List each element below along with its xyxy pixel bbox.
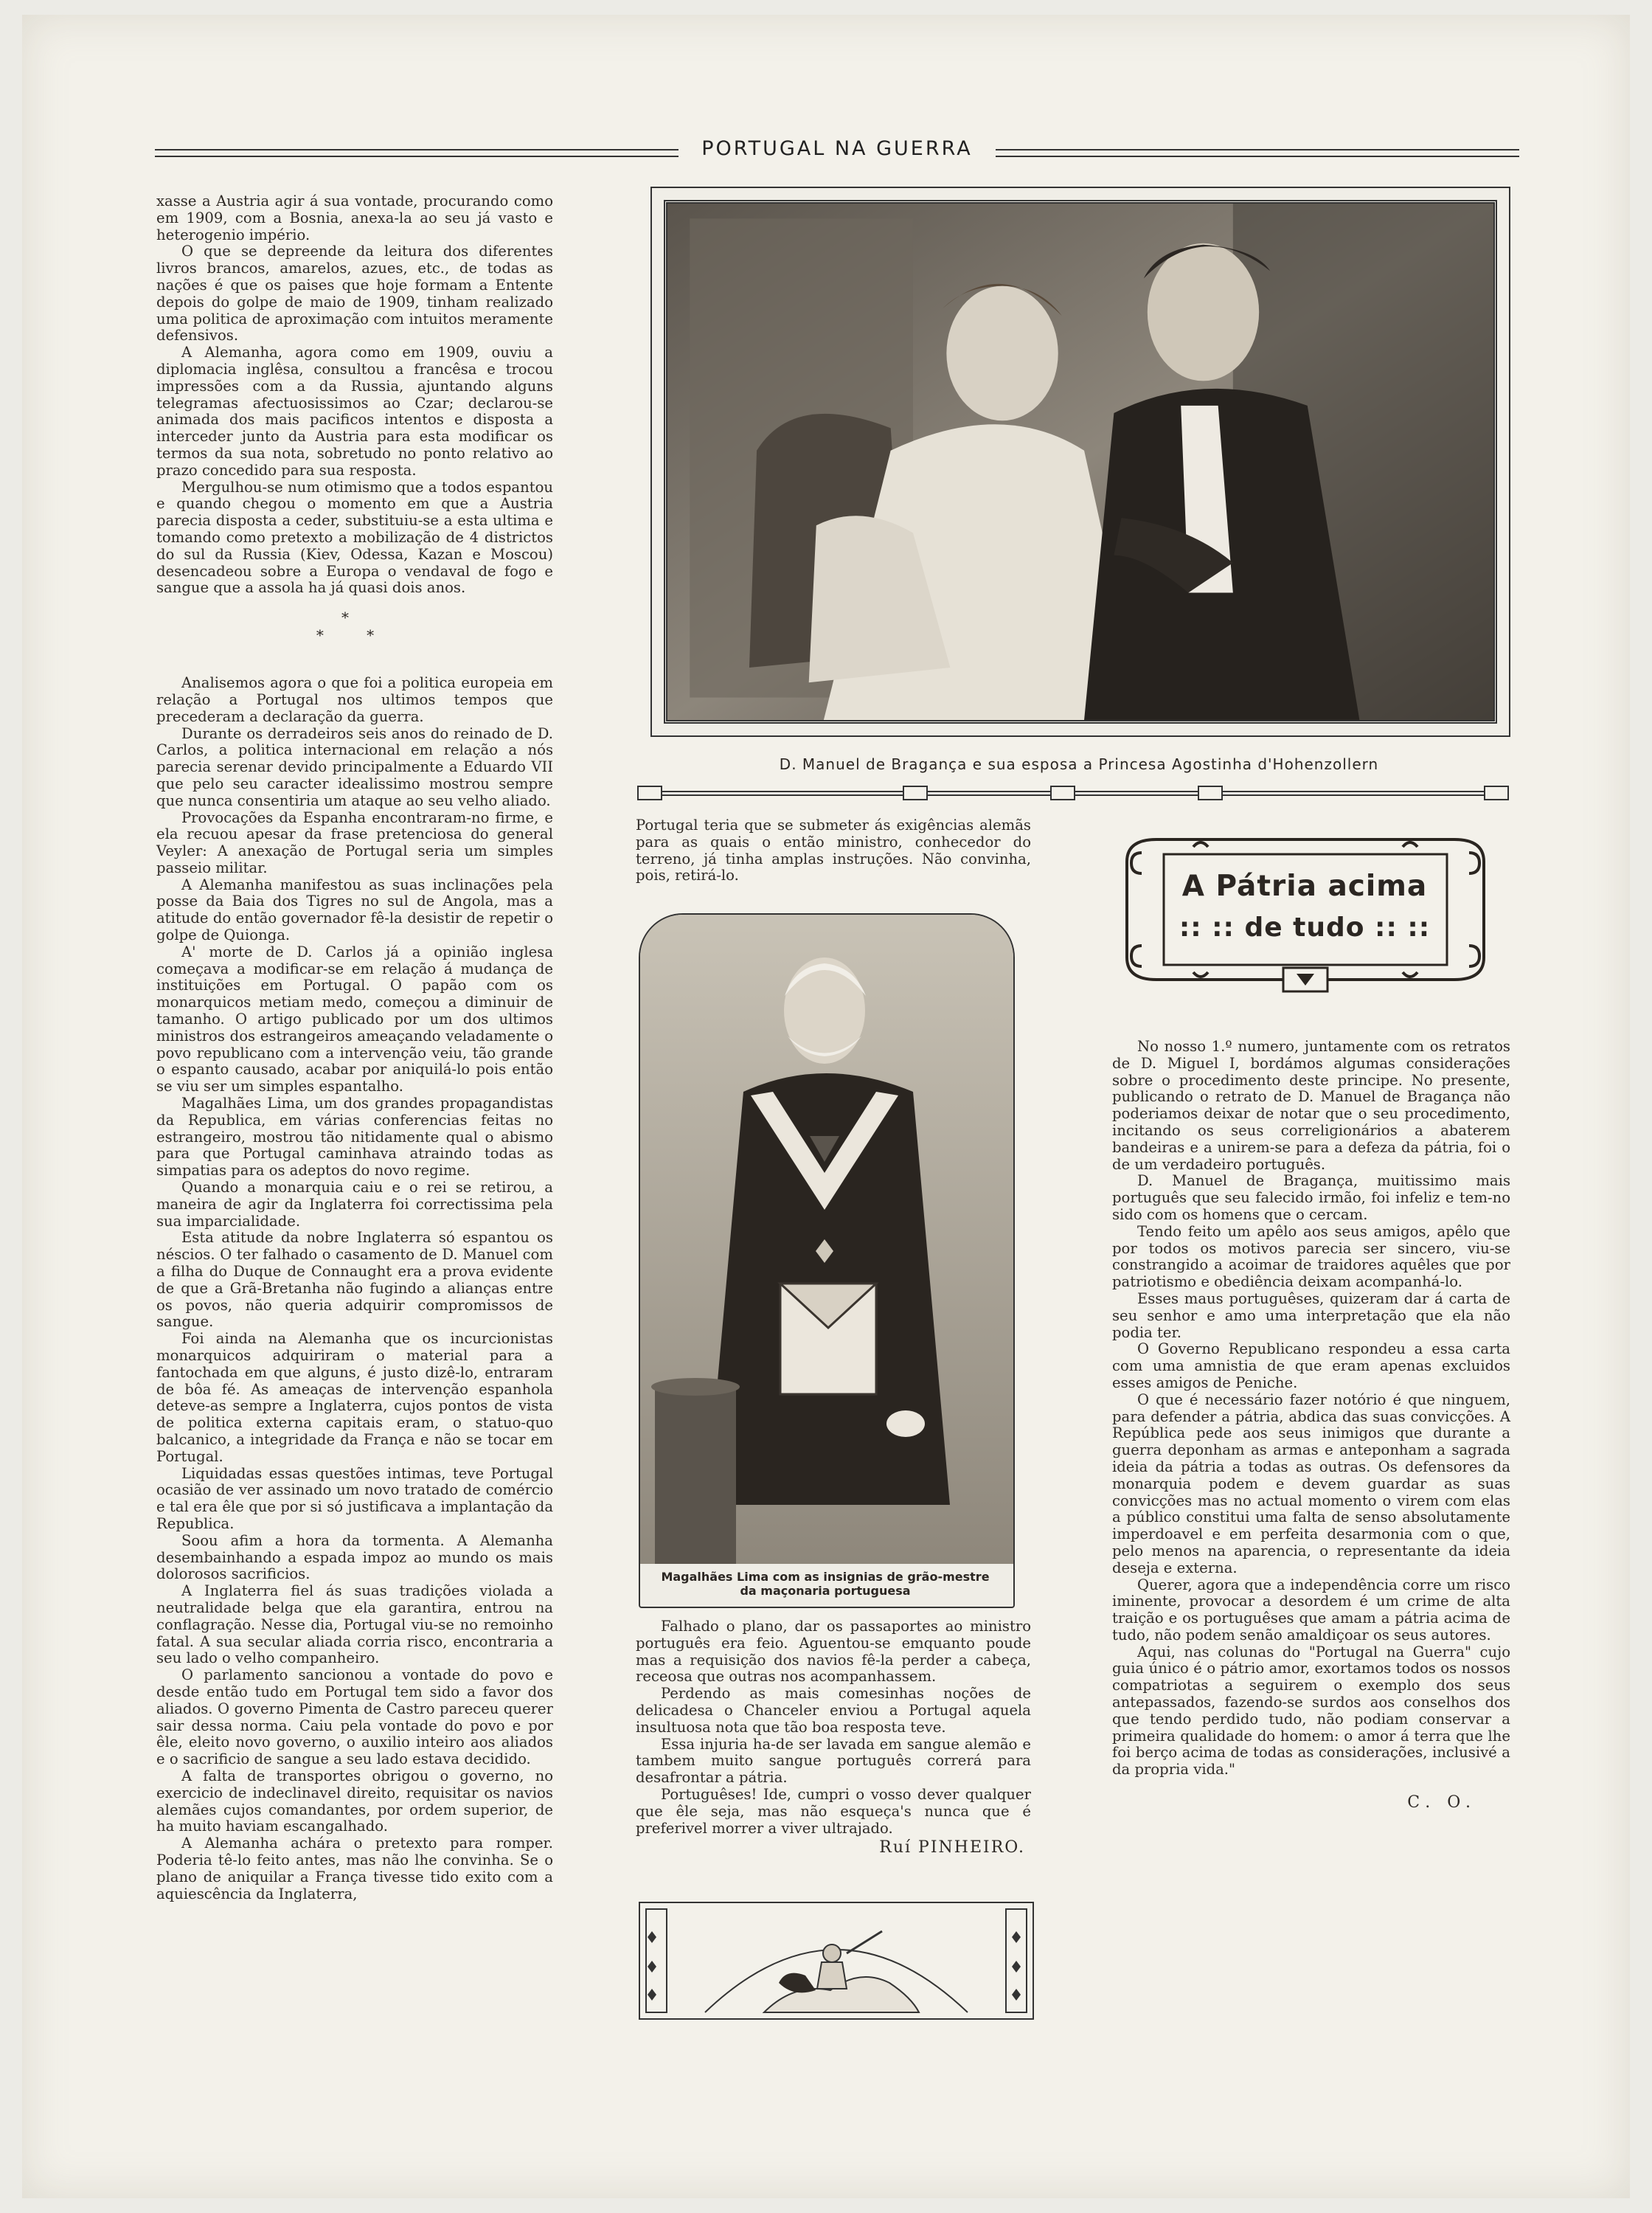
paragraph: O que é necessário fazer notório é que ninguem, para defender a pátria, abdica das suas convicções. A República pede aos seus inimigos que durante a guerra deponham as armas e anteponham a sagrada ideia da pátria a todas as outras. Os defensores da monarquia podem e devem guardar as suas convicções mas no actual momento o virem com elas a público constitui uma falta de senso absolutamente imperdoavel e em perfeita desarmonia com o que, pelo menos na aparencia, o representante da ideia deseja e externa. [1112, 1391, 1510, 1576]
paragraph: Soou afim a hora da tormenta. A Alemanha desembainhando a espada impoz ao mundo os mais dolorosos sacrificios. [156, 1531, 553, 1583]
divider-box [1198, 786, 1223, 800]
paragraph: Liquidadas essas questões intimas, teve Portugal ocasião de ver assinado um novo tratado de comércio e tal era êle que por si só justificava a implantação da Republica. [156, 1464, 553, 1532]
photo-magalhaes-illustration [640, 915, 1013, 1564]
divider-box [637, 786, 662, 800]
paragraph: Falhado o plano, dar os passaportes ao ministro português era feio. Aguentou-se emquanto poude mas a requisição dos navios fê-la perder a cabeça, receosa que outras nos acompanhassem. [636, 1618, 1031, 1686]
paragraph: A' morte de D. Carlos já a opinião inglesa começava a modificar-se em relação á mudança de instituições em Portugal. O papão com os monarquicos metiam medo, começou a diminuir de tamanho. O artigo publicado por um dos ultimos ministros dos estrangeiros ameaçando veladamente o povo republicano com a intervenção veiu, tão grande o espanto causado, acabar por aniquilá-lo pois então se viu ser um simples espantalho. [156, 943, 553, 1095]
paragraph: O parlamento sancionou a vontade do povo e desde então tudo em Portugal tem sido a favor dos aliados. O governo Pimenta de Castro pareceu querer sair dessa norma. Caiu pela vontade do povo e por êle, eleito novo governo, o auxilio inteiro aos aliados e o sacrificio de sangue a seu lado estava decidido. [156, 1666, 553, 1768]
header-rule-right [996, 149, 1519, 157]
paragraph: Aqui, nas colunas do "Portugal na Guerra" cujo guia único é o pátrio amor, exortamos todos os nossos compatriotas a seguirem o exemplo dos seus antepassados, fazendo-se surdos aos conselhos dos que tendo perdido tudo, não podiam conservar a primeira qualidade do homem: o amor á terra que lhe foi berço acima de todas as considerações, inclusivé a da propria vida." [1112, 1643, 1510, 1779]
paragraph: Quando a monarquia caiu e o rei se retirou, a maneira de agir da Inglaterra foi correctissima pela sua imparcialidade. [156, 1179, 553, 1230]
paragraph: No nosso 1.º numero, juntamente com os retratos de D. Miguel I, bordámos algumas considerações sobre o procedimento deste principe. No presente, publicando o retrato de D. Manuel de Bragança não poderiamos deixar de notar que o seu procedimento, incitando os seus correligionários a abaterem bandeiras e a unirem-se para a defeza da pátria, foi o de um verdadeiro português. [1112, 1038, 1510, 1173]
paragraph: A falta de transportes obrigou o governo, no exercicio de indeclinavel direito, requisitar os navios alemães cujos comandantes, por ordem superior, de ha muito haviam escangalhado. [156, 1767, 553, 1835]
photo-magalhaes-caption [639, 1570, 1012, 1598]
photo-couple-illustration [667, 204, 1493, 720]
photo-couple [650, 187, 1510, 737]
knight-emblem [639, 1902, 1034, 2020]
divider-box [1050, 786, 1075, 800]
paragraph: Portuguêses! Ide, cumpri o vosso dever qualquer que êle seja, mas não esqueça's nunca que é preferivel morrer a viver ultrajado. [636, 1785, 1031, 1837]
caption-line: da maçonaria portuguesa [740, 1584, 911, 1598]
paragraph: A Alemanha, agora como em 1909, ouviu a diplomacia inglêsa, consultou a francêsa e trocou impressões com a da Russia, ajuntando alguns telegramas afectuosissimos ao Czar; declarou-se animada dos mais pacificos intentos e disposta a interceder junto da Austria para esta modificar os termos da sua nota, sobretudo no ponto relativo ao prazo concedido para sua resposta. [156, 344, 553, 479]
paragraph: Magalhães Lima, um dos grandes propagandistas da Republica, em várias conferencias feitas no estrangeiro, mostrou tão nitidamente qual o abismo para que Portugal caminhava atraindo todas as simpatias para os adeptos do novo regime. [156, 1095, 553, 1180]
caption-line: Magalhães Lima com as insignias de grão-mestre [661, 1570, 990, 1584]
divider-box [903, 786, 928, 800]
header-rule-left [155, 149, 678, 157]
paragraph: O Governo Republicano respondeu a essa carta com uma amnistia de que eram apenas excluidos esses amigos de Peniche. [1112, 1340, 1510, 1391]
paragraph: D. Manuel de Bragança, muitissimo mais português que seu falecido irmão, foi infeliz e tem-no sido com os homens que o cercam. [1112, 1172, 1510, 1223]
paragraph: Durante os derradeiros seis anos do reinado de D. Carlos, a politica internacional em relação a nós parecia serenar devido principalmente a Eduardo VII que pelo seu caracter idealissimo mostrou sempre que nunca consentiria um ataque ao seu velho aliado. [156, 724, 553, 809]
page-title: PORTUGAL NA GUERRA [701, 137, 973, 160]
knight-emblem-svg [639, 1902, 1034, 2020]
paragraph: Esta atitude da nobre Inglaterra só espantou os néscios. O ter falhado o casamento de D. Manuel com a filha do Duque de Connaught era a prova evidente de que a Grã-Bretanha não fugindo a alianças entre os povos, não queria adquirir compromissos de sangue. [156, 1229, 553, 1331]
author-initials: C. O. [1407, 1793, 1476, 1812]
paragraph: Querer, agora que a independência corre um risco iminente, provocar a desordem é um crime de alta traição e os portuguêses que amam a pátria acima de tudo, não podem senão amaldiçoar os seus autores. [1112, 1576, 1510, 1644]
paragraph: A Inglaterra fiel ás suas tradições violada a neutralidade belga que ela garantira, entrou na conflagração. Nesse dia, Portugal viu-se no remoinho fatal. A sua secular aliada corria risco, encontraria a seu lado o velho companheiro. [156, 1582, 553, 1667]
running-head [155, 136, 1519, 165]
paragraph: Foi ainda na Alemanha que os incurcionistas monarquicos adquiriram o material para a fantochada em que alguns, é justo dizê-lo, entraram de bôa fé. As ameaças de intervenção espanhola deteve-as sempre a Inglaterra, cujos pontos de vista de politica externa capitais eram, o statuo-quo balcanico, a integridade da França e não se tocar em Portugal. [156, 1330, 553, 1465]
right-column [1112, 1039, 1510, 1812]
paragraph: Essa injuria ha-de ser lavada em sangue alemão e tambem muito sangue português correrá para desafrontar a pátria. [636, 1735, 1031, 1787]
ornate-frame [1112, 817, 1499, 1002]
paragraph: Tendo feito um apêlo aos seus amigos, apêlo que por todos os motivos parecia ser sincero, viu-se constrangido a acoimar de traidores aquêles que por patriotismo e obediência deixam acompanhá-lo. [1112, 1222, 1510, 1291]
photo-couple-caption: D. Manuel de Bragança e sua esposa a Princesa Agostinha d'Hohenzollern [779, 755, 1379, 773]
asterism-top: * [341, 609, 368, 627]
box-subtitle: :: :: de tudo :: :: [1179, 912, 1431, 943]
section-divider [637, 783, 1509, 801]
paragraph: Perdendo as mais comesinhas noções de delicadesa o Chanceler enviou a Portugal aquela insultuosa nota que tão boa resposta teve. [636, 1685, 1031, 1736]
patria-title-box [1112, 817, 1499, 1002]
photo-magalhaes-lima [639, 913, 1015, 1608]
paragraph: O que se depreende da leitura dos diferentes livros brancos, amarelos, azues, etc., de todas as nações é que os paises que hoje formam a Entente depois do golpe de maio de 1909, tinham realizado uma politica de aproximação com intuitos meramente defensivos. [156, 243, 553, 344]
paragraph: Esses maus portuguêses, quizeram dar á carta de seu senhor e amo uma interpretação que ela não podia ter. [1112, 1289, 1510, 1341]
divider-box [1484, 786, 1509, 800]
box-title: A Pátria acima [1181, 870, 1428, 903]
asterism [156, 609, 553, 644]
middle-column [636, 1618, 1031, 1857]
paragraph: xasse a Austria agir á sua vontade, procurando como em 1909, com a Bosnia, anexa-la ao seu já vasto e heterogenio império. [156, 193, 553, 243]
middle-column-top [636, 817, 1031, 884]
paragraph: A Alemanha achára o pretexto para romper. Poderia tê-lo feito antes, mas não lhe convinha. Se o plano de aniquilar a França tivesse tido exito com a aquiescência da Inglaterra, [156, 1835, 553, 1902]
paragraph: Analisemos agora o que foi a politica europeia em relação a Portugal nos ultimos tempos que precederam a declaração da guerra. [156, 674, 553, 725]
paragraph: Mergulhou-se num otimismo que a todos espantou e quando chegou o momento em que a Austria parecia disposta a ceder, substituiu-se a esta ultima e tomando como pretexto a mobilização de 4 districtos do sul da Russia (Kiev, Odessa, Kazan e Moscou) desencadeou sobre a Europa o vendaval de fogo e sangue que a assola ha já quasi dois anos. [156, 478, 553, 597]
left-column [156, 193, 553, 1902]
photo-couple-frame [664, 200, 1497, 724]
paragraph: Portugal teria que se submeter ás exigências alemãs para as quais o então ministro, conhecedor do terreno, já tinha amplas instruções. Não convinha, pois, retirá-lo. [636, 817, 1031, 884]
asterism-bottom: * * [316, 626, 394, 645]
paragraph: Provocações da Espanha encontraram-no firme, e ela recuou apesar da frase pretenciosa do general Veyler: A anexação de Portugal seria um simples passeio militar. [156, 808, 553, 876]
paragraph: A Alemanha manifestou as suas inclinações pela posse da Baia dos Tigres no sul de Angola, mas a atitude do então governador fê-la desistir de repetir o golpe de Quionga. [156, 876, 553, 944]
author-signature: Ruí PINHEIRO. [879, 1838, 1025, 1857]
